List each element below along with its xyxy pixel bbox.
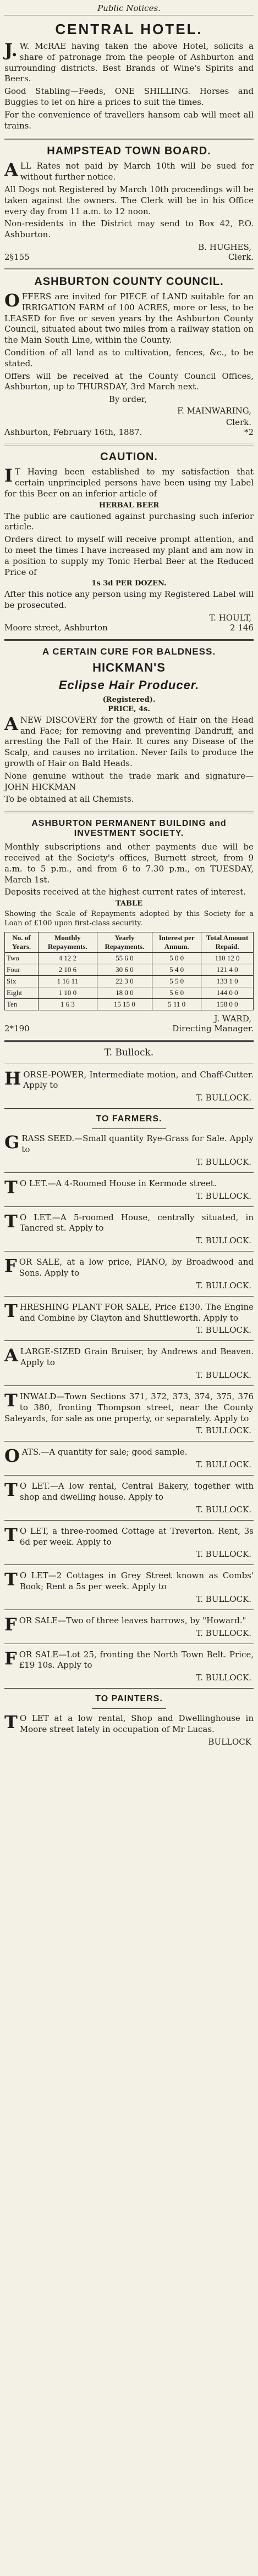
table-cell: 4 12 2 — [38, 952, 97, 964]
advert-text: FOR SALE, at a low price, PIANO, by Broadwood and Sons. Apply to — [4, 1255, 254, 1278]
advert-text: TO LET.—A low rental, Central Bakery, together with shop and dwelling house. Apply to — [4, 1479, 254, 1502]
advert-text: GRASS SEED.—Small quantity Rye-Grass for Sale. Apply to — [4, 1132, 254, 1154]
advert-text: TINWALD—Town Sections 371, 372, 373, 374, 375, 376 to 380, fronting Thompson street, near the County Saleyards, for sale as one property, or separately. Apply to — [4, 1389, 254, 1423]
notice-paragraph: Orders direct to myself will receive prompt attention, and to meet the times I have increased my plant and am now in a position to supply my Tonic Herbal Beer at the Reduced Price of — [4, 534, 254, 577]
table-cell: Six — [5, 975, 39, 987]
divider — [4, 1564, 254, 1565]
signature: T. BULLOCK. — [196, 1673, 251, 1683]
table-cell: 55 6 0 — [97, 952, 152, 964]
notice-hampstead — [4, 145, 254, 262]
notice-paragraph: The public are cautioned against purchasing such inferior article. — [4, 511, 254, 532]
advert-text: FOR SALE—Lot 25, fronting the North Town Belt. Price, £19 10s. Apply to — [4, 1647, 254, 1670]
signature: J. WARD, — [214, 1013, 251, 1024]
table-cell: 158 0 0 — [201, 998, 254, 1010]
signature: T. BULLOCK. — [196, 1236, 251, 1246]
signature: T. BULLOCK. — [196, 1460, 251, 1470]
divider — [4, 138, 254, 139]
table-row — [5, 998, 254, 1010]
advert-text: FOR SALE—Two of three leaves harrows, by "Howard." — [4, 1613, 246, 1635]
by-order: By order, — [108, 394, 147, 405]
advert-text: TO LET, a three-roomed Cottage at Treverton. Rent, 3s 6d per week. Apply to — [4, 1524, 254, 1547]
table-row — [5, 975, 254, 987]
advert-text: TO LET.—A 5-roomed House, centrally situated, in Tancred st. Apply to — [4, 1210, 254, 1233]
table-cell: 2 10 6 — [38, 964, 97, 975]
advert-text: TO LET.—A 4-Roomed House in Kermode street. — [4, 1176, 217, 1198]
table-cell: Four — [5, 964, 39, 975]
notice-paragraph: For the convenience of travellers hansom cab will meet all trains. — [4, 109, 254, 131]
table-cell: 144 0 0 — [201, 987, 254, 998]
notice-title: HAMPSTEAD TOWN BOARD. — [47, 145, 211, 158]
signature: T. BULLOCK. — [196, 1280, 251, 1290]
reference-number: 2*190 — [4, 1023, 30, 1033]
table-title: TABLE — [115, 899, 143, 908]
column-header: Monthly Repayments. — [38, 932, 97, 952]
table-cell: Ten — [5, 998, 39, 1010]
notice-paragraph: J.W. McRAE having taken the above Hotel, solicits a share of patronage from the people of Ashburton and surrounding districts. Best Brands of Wine's Spirits and Beers. — [4, 40, 254, 84]
table-cell: 5 0 0 — [152, 952, 201, 964]
signature-title: Clerk. — [226, 417, 251, 428]
advert-text: ALARGE-SIZED Grain Bruiser, by Andrews and Beaven. Apply to — [4, 1345, 254, 1368]
signature-title: Clerk. — [228, 252, 254, 262]
notice-title: CENTRAL HOTEL. — [55, 21, 203, 37]
notice-county-council — [4, 276, 254, 437]
sign-line — [4, 252, 254, 262]
table-row — [5, 964, 254, 975]
table-cell: 22 3 0 — [97, 975, 152, 987]
dateline-text: Ashburton, February 16th, 1887. — [4, 427, 142, 438]
signature: T. BULLOCK. — [196, 1093, 251, 1103]
reference-number: *2 — [244, 427, 254, 438]
signature: T. BULLOCK. — [196, 1370, 251, 1380]
signature: T. BULLOCK. — [196, 1594, 251, 1604]
registered-note: (Registered). — [102, 695, 156, 704]
table-cell: 1 6 3 — [38, 998, 97, 1010]
notice-paragraph: Condition of all land as to cultivation, fences, &c., to be stated. — [4, 347, 254, 368]
section-title: TO PAINTERS. — [95, 1694, 163, 1704]
table-cell: 5 11 0 — [152, 998, 201, 1010]
reference-number: 2§155 — [4, 252, 30, 262]
notice-title: A CERTAIN CURE FOR BALDNESS. — [42, 646, 216, 657]
table-cell: 5 5 0 — [152, 975, 201, 987]
notice-central-hotel — [4, 21, 254, 131]
signature: T. HOULT, — [209, 612, 251, 623]
section-title: TO FARMERS. — [96, 1114, 162, 1124]
divider — [4, 1688, 254, 1689]
notice-paragraph: All Dogs not Registered by March 10th proceedings will be taken against the owners. The Clerk will be in his Office every day from 11 a.m. to 12 noon. — [4, 184, 254, 216]
divider — [4, 1108, 254, 1109]
notice-paragraph: ALL Rates not paid by March 10th will be sued for without further notice. — [4, 159, 254, 182]
divider — [4, 269, 254, 270]
address-line — [4, 623, 254, 633]
notice-paragraph: Deposits received at the highest current rates of interest. — [4, 887, 246, 897]
signature: T. BULLOCK. — [196, 1156, 251, 1167]
divider — [4, 1520, 254, 1521]
divider — [4, 444, 254, 445]
column-header: Total Amount Repaid. — [201, 932, 254, 952]
notice-paragraph: OFFERS are invited for PIECE of LAND suitable for an IRRIGATION FARM of 100 ACRES, more or less, to be LEASED for five or seven years by the Ashburton County Council, situated about two miles from a railway station on the Main South Line, within the County. — [4, 289, 254, 345]
table-cell: Two — [5, 952, 39, 964]
notice-paragraph: Non-residents in the District may send to Box 42, P.O. Ashburton. — [4, 219, 254, 240]
notice-paragraph: IT Having been established to my satisfaction that certain unprincipled persons have been using my Label for this Beer on an inferior article of — [4, 465, 254, 499]
price-line: PRICE, 4s. — [108, 705, 150, 713]
reference-number: 2 146 — [230, 622, 254, 633]
table-cell: 121 4 0 — [201, 964, 254, 975]
divider — [4, 1296, 254, 1297]
advert-text: OATS.—A quantity for sale; good sample. — [4, 1445, 188, 1467]
advert-text: TO LET at a low rental, Shop and Dwellinghouse in Moore street lately in occupation of Mr Lucas. — [4, 1712, 254, 1735]
divider — [4, 1340, 254, 1341]
table-cell: Eight — [5, 987, 39, 998]
table-caption: Showing the Scale of Repayments adopted by this Society for a Loan of £100 upon first-class security. — [4, 910, 254, 928]
address: Moore street, Ashburton — [4, 622, 108, 633]
table-cell: 30 6 0 — [97, 964, 152, 975]
column-header: Yearly Repayments. — [97, 932, 152, 952]
advert-text: TO LET—2 Cottages in Grey Street known as Combs' Book; Rent a 5s per week. Apply to — [4, 1569, 254, 1592]
signature: T. BULLOCK. — [196, 1426, 251, 1436]
notice-baldness — [4, 646, 254, 805]
signature: B. HUGHES, — [198, 242, 251, 252]
notice-bullock — [4, 1047, 254, 1747]
notice-title: ASHBURTON COUNTY COUNCIL. — [34, 275, 224, 288]
signature: T. BULLOCK. — [196, 1191, 251, 1201]
dateline — [4, 427, 254, 437]
column-header: No. of Years. — [5, 932, 39, 952]
brand-name: HICKMAN'S — [92, 660, 166, 674]
notice-paragraph: None genuine without the trade mark and signature—JOHN HICKMAN — [4, 770, 254, 792]
divider — [92, 1708, 167, 1709]
signature: T. BULLOCK. — [196, 1325, 251, 1336]
advert-text: THRESHING PLANT FOR SALE, Price £130. The Engine and Combine by Clayton and Shuttleworth. Apply to — [4, 1300, 254, 1323]
table-cell: 5 6 0 — [152, 987, 201, 998]
notice-paragraph: Monthly subscriptions and other payments due will be received at the Society's offices, Burnett street, from 9 a.m. to 5 p.m., and from 6 to 7.30 p.m., on TUESDAY, March 1st. — [4, 842, 254, 885]
product-name: HERBAL BEER — [98, 501, 160, 510]
table-row — [5, 987, 254, 998]
divider — [4, 1206, 254, 1207]
notice-caution — [4, 451, 254, 633]
divider — [4, 812, 254, 813]
signature: T. BULLOCK. — [196, 1628, 251, 1638]
table-cell: 18 0 0 — [97, 987, 152, 998]
repayment-table — [4, 932, 254, 1010]
notice-building-society — [4, 819, 254, 1033]
product-name: Eclipse Hair Producer. — [58, 678, 200, 692]
signature: BULLOCK — [208, 1736, 251, 1747]
signature-title: Directing Manager. — [172, 1023, 254, 1033]
notice-paragraph: Offers will be received at the County Council Offices, Ashburton, up to THURSDAY, 3rd March next. — [4, 371, 254, 392]
table-cell: 1 16 11 — [38, 975, 97, 987]
table-header-row — [5, 932, 254, 952]
notice-paragraph: ANEW DISCOVERY for the growth of Hair on the Head and Face; for removing and preventing Dandruff, and arresting the Fall of the Hair. It cures any Disease of the Scalp, and causes no irritation. Never fails to produce the growth of Hair on Bald Heads. — [4, 713, 254, 769]
sign-line — [4, 1024, 254, 1033]
divider — [4, 1040, 254, 1042]
table-cell: 110 12 0 — [201, 952, 254, 964]
divider — [4, 1385, 254, 1386]
notice-paragraph: Good Stabling—Feeds, ONE SHILLING. Horses and Buggies to let on hire a prices to suit the times. — [4, 86, 254, 107]
table-cell: 15 15 0 — [97, 998, 152, 1010]
advert-text: HORSE-POWER, Intermediate motion, and Chaff-Cutter. Apply to — [4, 1068, 254, 1091]
signature: T. BULLOCK. — [196, 1549, 251, 1560]
masthead: Public Notices. — [4, 3, 254, 15]
advertiser-header: T. Bullock. — [104, 1047, 154, 1058]
divider — [4, 1475, 254, 1476]
signature: F. MAINWARING, — [177, 406, 251, 416]
notice-paragraph: After this notice any person using my Registered Label will be prosecuted. — [4, 589, 254, 611]
column-header: Interest per Annum. — [152, 932, 201, 952]
notice-title: ASHBURTON PERMANENT BUILDING and INVESTMENT SOCIETY. — [31, 819, 227, 839]
price-line: 1s 3d PER DOZEN. — [91, 579, 167, 588]
table-cell: 5 4 0 — [152, 964, 201, 975]
divider — [4, 639, 254, 641]
table-cell: 1 10 0 — [38, 987, 97, 998]
table-row — [5, 952, 254, 964]
table-cell: 133 1 0 — [201, 975, 254, 987]
divider — [4, 1172, 254, 1173]
signature: T. BULLOCK. — [196, 1504, 251, 1515]
notice-paragraph: To be obtained at all Chemists. — [4, 794, 134, 804]
notice-title: CAUTION. — [100, 451, 158, 463]
divider — [92, 1128, 167, 1129]
